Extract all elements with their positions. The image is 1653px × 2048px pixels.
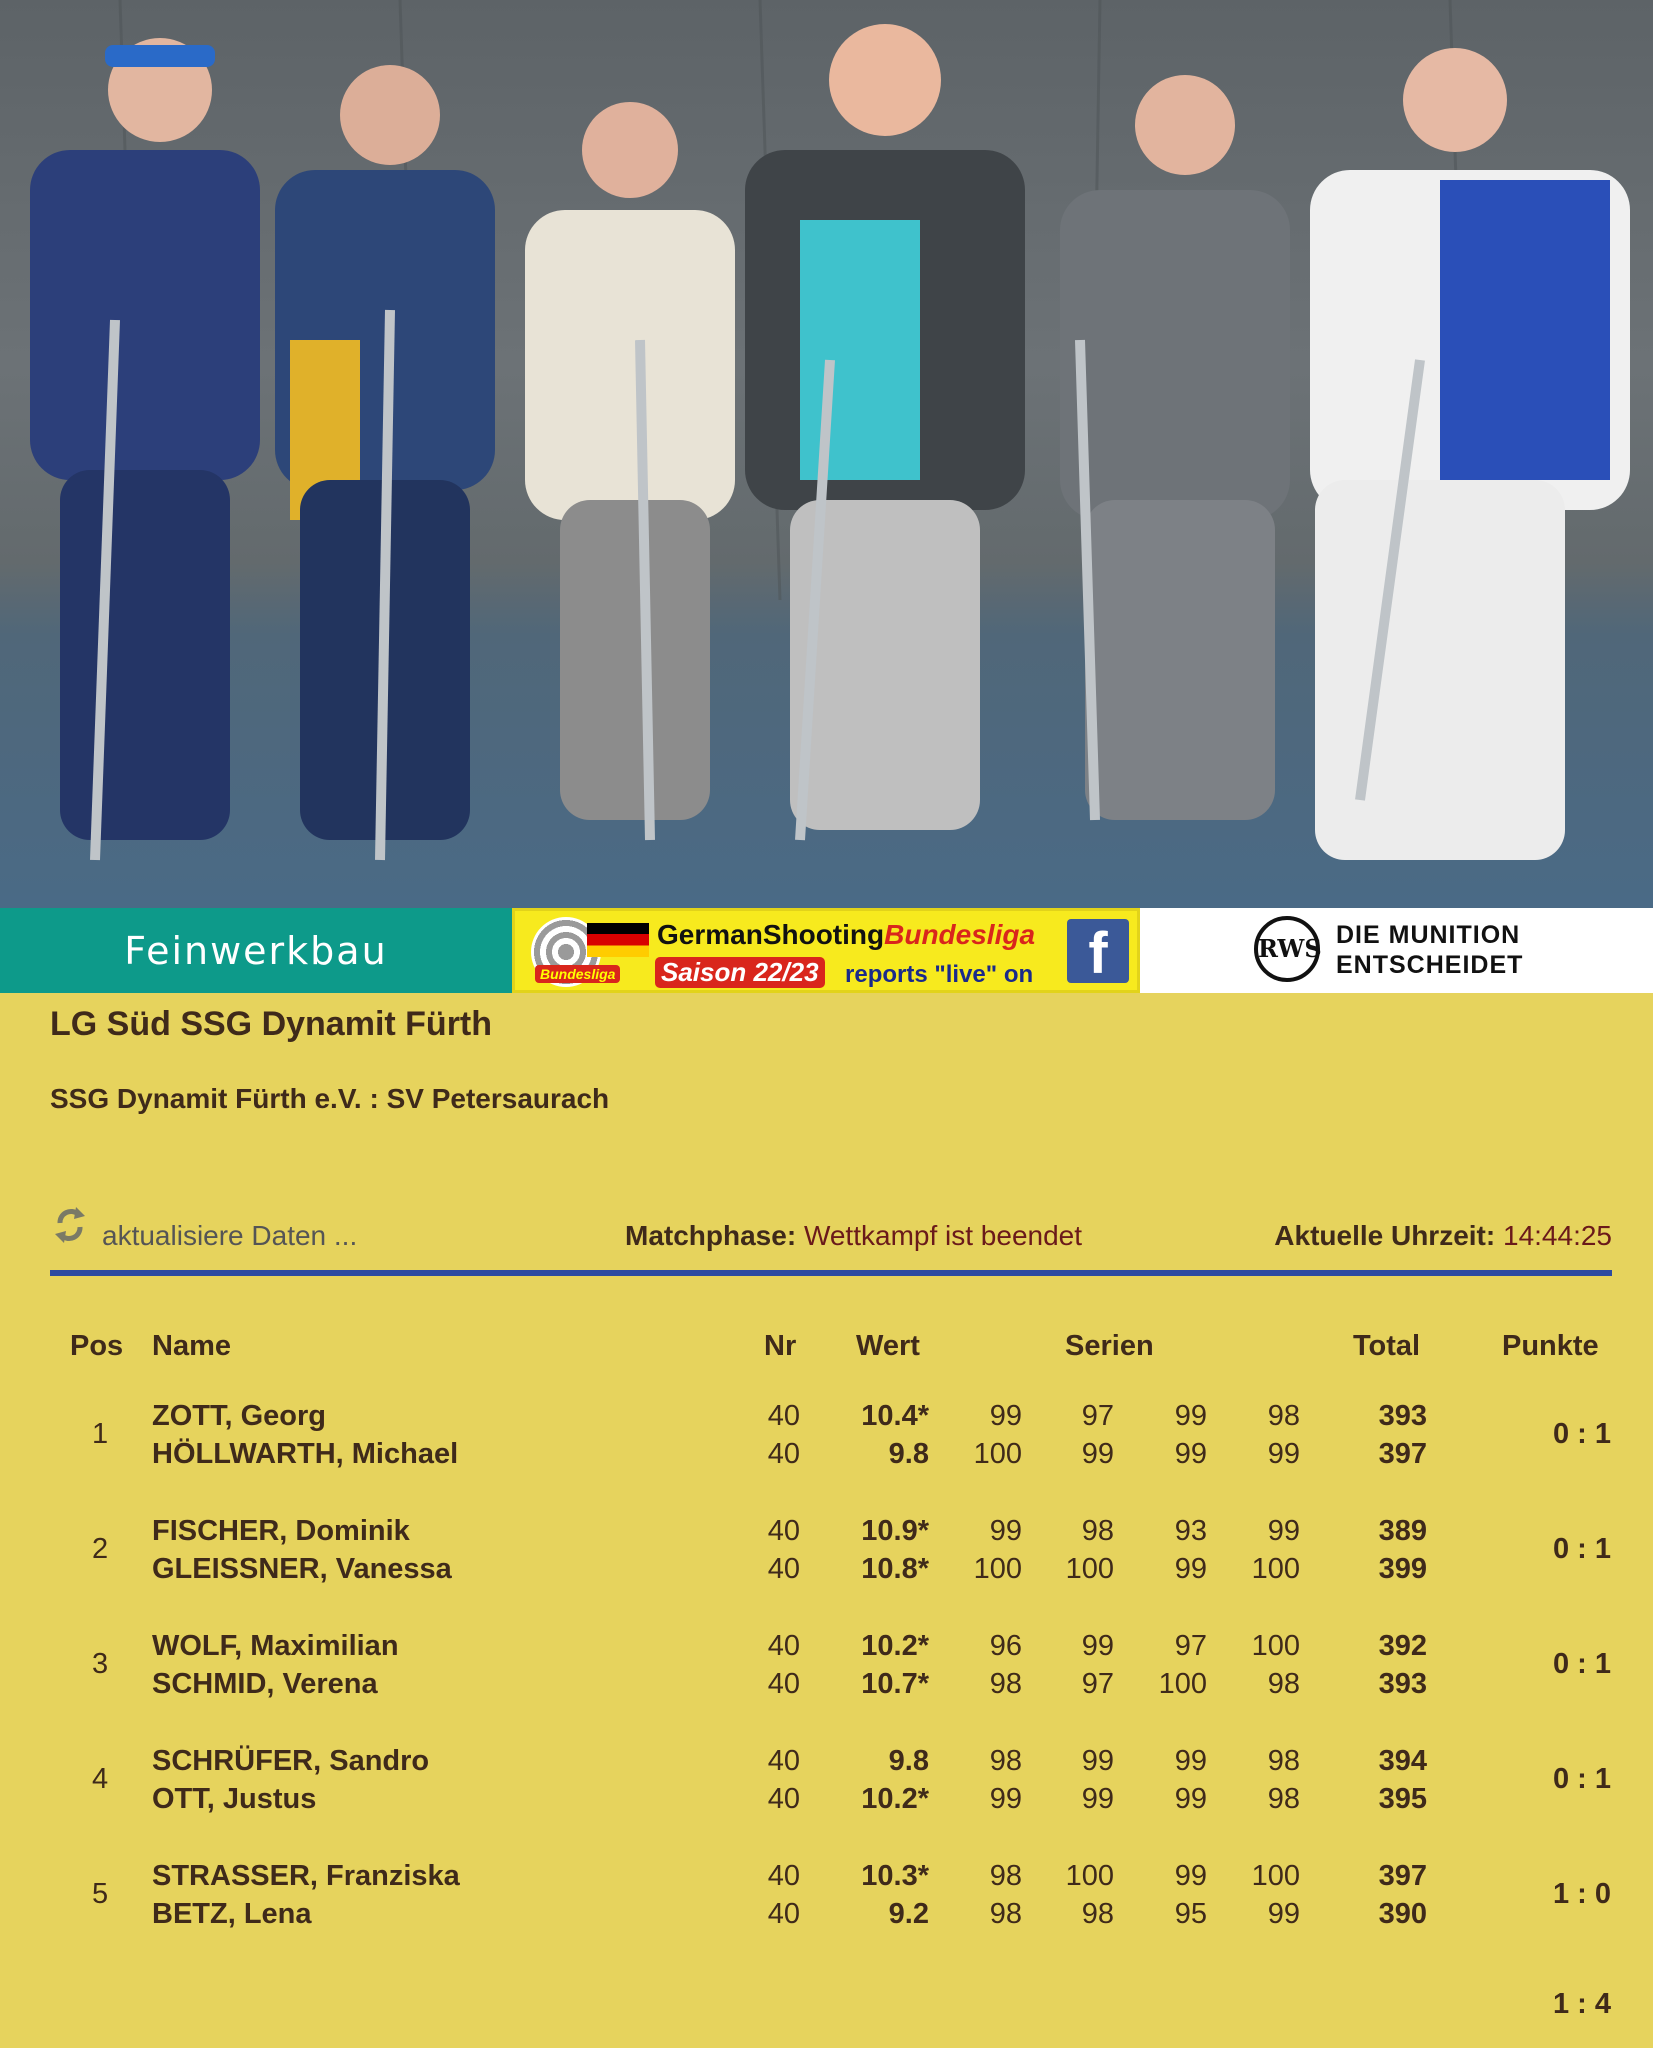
facebook-icon[interactable]: f (1067, 919, 1129, 983)
series-cell: 97 (1174, 1630, 1207, 1662)
wert-cell: 9.8 (888, 1438, 929, 1470)
gsb-title-part-a: GermanShooting (657, 919, 885, 950)
final-score: 1 : 4 (1552, 1988, 1611, 2020)
series-cell: 98 (1267, 1783, 1300, 1815)
pos-cell: 4 (92, 1763, 109, 1795)
wert-cell: 10.9* (861, 1515, 929, 1547)
series-cell: 97 (1081, 1400, 1114, 1432)
rws-banner[interactable] (1140, 908, 1653, 993)
divider (50, 1270, 1612, 1276)
punkte-cell: 0 : 1 (1552, 1763, 1611, 1795)
team-photo (0, 0, 1653, 908)
punkte-cell: 1 : 0 (1552, 1878, 1611, 1910)
series-cell: 98 (1267, 1668, 1300, 1700)
rws-slogan-line2: ENTSCHEIDET (1336, 951, 1524, 979)
series-cell: 100 (1251, 1553, 1300, 1585)
wert-cell: 10.4* (861, 1400, 929, 1432)
series-cell: 99 (1174, 1400, 1207, 1432)
series-cell: 99 (989, 1783, 1022, 1815)
pos-cell: 2 (92, 1533, 109, 1565)
shooter-name: HÖLLWARTH, Michael (152, 1438, 459, 1470)
total-cell: 399 (1378, 1553, 1427, 1585)
pos-cell: 3 (92, 1648, 109, 1680)
series-cell: 99 (1174, 1553, 1207, 1585)
pos-cell: 5 (92, 1878, 109, 1910)
series-cell: 99 (1174, 1745, 1207, 1777)
nr-cell: 40 (767, 1860, 800, 1892)
table-row (0, 1630, 1653, 1710)
series-cell: 99 (1081, 1438, 1114, 1470)
german-shooting-bundesliga-banner[interactable] (512, 908, 1140, 993)
nr-cell: 40 (767, 1783, 800, 1815)
series-cell: 100 (973, 1438, 1022, 1470)
series-cell: 100 (973, 1553, 1022, 1585)
pos-cell: 1 (92, 1418, 109, 1450)
punkte-cell: 0 : 1 (1552, 1418, 1611, 1450)
total-cell: 393 (1378, 1668, 1427, 1700)
punkte-cell: 0 : 1 (1552, 1533, 1611, 1565)
status-bar (50, 1205, 1612, 1250)
nr-cell: 40 (767, 1745, 800, 1777)
series-cell: 100 (1251, 1630, 1300, 1662)
shooter-name: FISCHER, Dominik (152, 1515, 410, 1547)
series-cell: 99 (1081, 1630, 1114, 1662)
series-cell: 95 (1174, 1898, 1207, 1930)
series-cell: 97 (1081, 1668, 1114, 1700)
series-cell: 98 (1267, 1400, 1300, 1432)
total-cell: 389 (1378, 1515, 1427, 1547)
total-cell: 395 (1378, 1783, 1427, 1815)
rws-slogan (1336, 920, 1523, 980)
wert-cell: 10.3* (861, 1860, 929, 1892)
match-phase (625, 1220, 1082, 1252)
series-cell: 100 (1065, 1860, 1114, 1892)
current-time (1274, 1220, 1612, 1252)
table-row (0, 1745, 1653, 1825)
col-punkte: Punkte (1502, 1330, 1599, 1362)
bundesliga-badge: Bundesliga (535, 965, 620, 983)
series-cell: 99 (1267, 1515, 1300, 1547)
total-cell: 397 (1378, 1860, 1427, 1892)
total-cell: 397 (1378, 1438, 1427, 1470)
total-cell: 394 (1378, 1745, 1427, 1777)
match-title: SSG Dynamit Fürth e.V. : SV Petersaurach (50, 1083, 610, 1114)
gsb-season: Saison 22/23 (655, 957, 825, 988)
series-cell: 98 (989, 1898, 1022, 1930)
shooter-name: SCHMID, Verena (152, 1668, 378, 1700)
table-row (0, 1400, 1653, 1480)
series-cell: 98 (1081, 1898, 1114, 1930)
nr-cell: 40 (767, 1515, 800, 1547)
punkte-cell: 0 : 1 (1552, 1648, 1611, 1680)
series-cell: 98 (1267, 1745, 1300, 1777)
team-photo-illustration (0, 0, 1653, 908)
col-serien: Serien (1065, 1330, 1154, 1362)
shooter-name: STRASSER, Franziska (152, 1860, 460, 1892)
series-cell: 99 (1174, 1783, 1207, 1815)
total-cell: 392 (1378, 1630, 1427, 1662)
series-cell: 100 (1158, 1668, 1207, 1700)
german-flag-icon (587, 923, 649, 957)
match-phase-label: Matchphase: (625, 1220, 797, 1251)
wert-cell: 9.8 (888, 1745, 929, 1777)
shooter-name: SCHRÜFER, Sandro (152, 1745, 430, 1777)
nr-cell: 40 (767, 1400, 800, 1432)
series-cell: 98 (989, 1668, 1022, 1700)
series-cell: 93 (1174, 1515, 1207, 1547)
series-cell: 100 (1065, 1553, 1114, 1585)
gsb-reports: reports "live" on (845, 961, 1034, 988)
series-cell: 99 (989, 1400, 1022, 1432)
page-title: LG Süd SSG Dynamit Fürth (50, 1005, 493, 1043)
series-cell: 99 (1081, 1783, 1114, 1815)
series-cell: 98 (989, 1860, 1022, 1892)
col-wert: Wert (856, 1330, 920, 1362)
col-nr: Nr (764, 1330, 797, 1362)
col-name: Name (152, 1330, 231, 1362)
current-time-label: Aktuelle Uhrzeit: (1274, 1220, 1496, 1251)
gsb-title-part-b: Bundesliga (884, 919, 1036, 950)
series-cell: 99 (1174, 1860, 1207, 1892)
wert-cell: 10.2* (861, 1783, 929, 1815)
feinwerkbau-label: Feinwerkbau (124, 928, 388, 973)
table-row (0, 1515, 1653, 1595)
refresh-status-text: aktualisiere Daten ... (102, 1220, 358, 1251)
wert-cell: 10.8* (861, 1553, 929, 1585)
series-cell: 98 (989, 1745, 1022, 1777)
shooter-name: WOLF, Maximilian (152, 1630, 399, 1662)
shooter-name: OTT, Justus (152, 1783, 317, 1815)
series-cell: 98 (1081, 1515, 1114, 1547)
sponsor-banner (0, 908, 1653, 993)
total-cell: 390 (1378, 1898, 1427, 1930)
series-cell: 99 (989, 1515, 1022, 1547)
shooter-name: ZOTT, Georg (152, 1400, 326, 1432)
nr-cell: 40 (767, 1668, 800, 1700)
nr-cell: 40 (767, 1630, 800, 1662)
wert-cell: 10.2* (861, 1630, 929, 1662)
match-phase-value: Wettkampf ist beendet (803, 1220, 1083, 1251)
series-cell: 99 (1174, 1438, 1207, 1470)
wert-cell: 10.7* (861, 1668, 929, 1700)
series-cell: 99 (1081, 1745, 1114, 1777)
series-cell: 100 (1251, 1860, 1300, 1892)
feinwerkbau-logo[interactable] (0, 908, 512, 993)
refresh-icon[interactable] (52, 1205, 88, 1245)
nr-cell: 40 (767, 1898, 800, 1930)
series-cell: 99 (1267, 1898, 1300, 1930)
rws-slogan-line1: DIE MUNITION (1336, 921, 1521, 949)
series-cell: 99 (1267, 1438, 1300, 1470)
shooter-name: BETZ, Lena (152, 1898, 312, 1930)
wert-cell: 9.2 (888, 1898, 929, 1930)
total-cell: 393 (1378, 1400, 1427, 1432)
nr-cell: 40 (767, 1438, 800, 1470)
nr-cell: 40 (767, 1553, 800, 1585)
gsb-title (657, 919, 1035, 951)
current-time-value: 14:44:25 (1503, 1220, 1612, 1251)
col-total: Total (1353, 1330, 1421, 1362)
rws-logo: RWS (1254, 916, 1320, 982)
col-pos: Pos (70, 1330, 124, 1362)
series-cell: 96 (989, 1630, 1022, 1662)
shooter-name: GLEISSNER, Vanessa (152, 1553, 452, 1585)
table-row (0, 1860, 1653, 1940)
